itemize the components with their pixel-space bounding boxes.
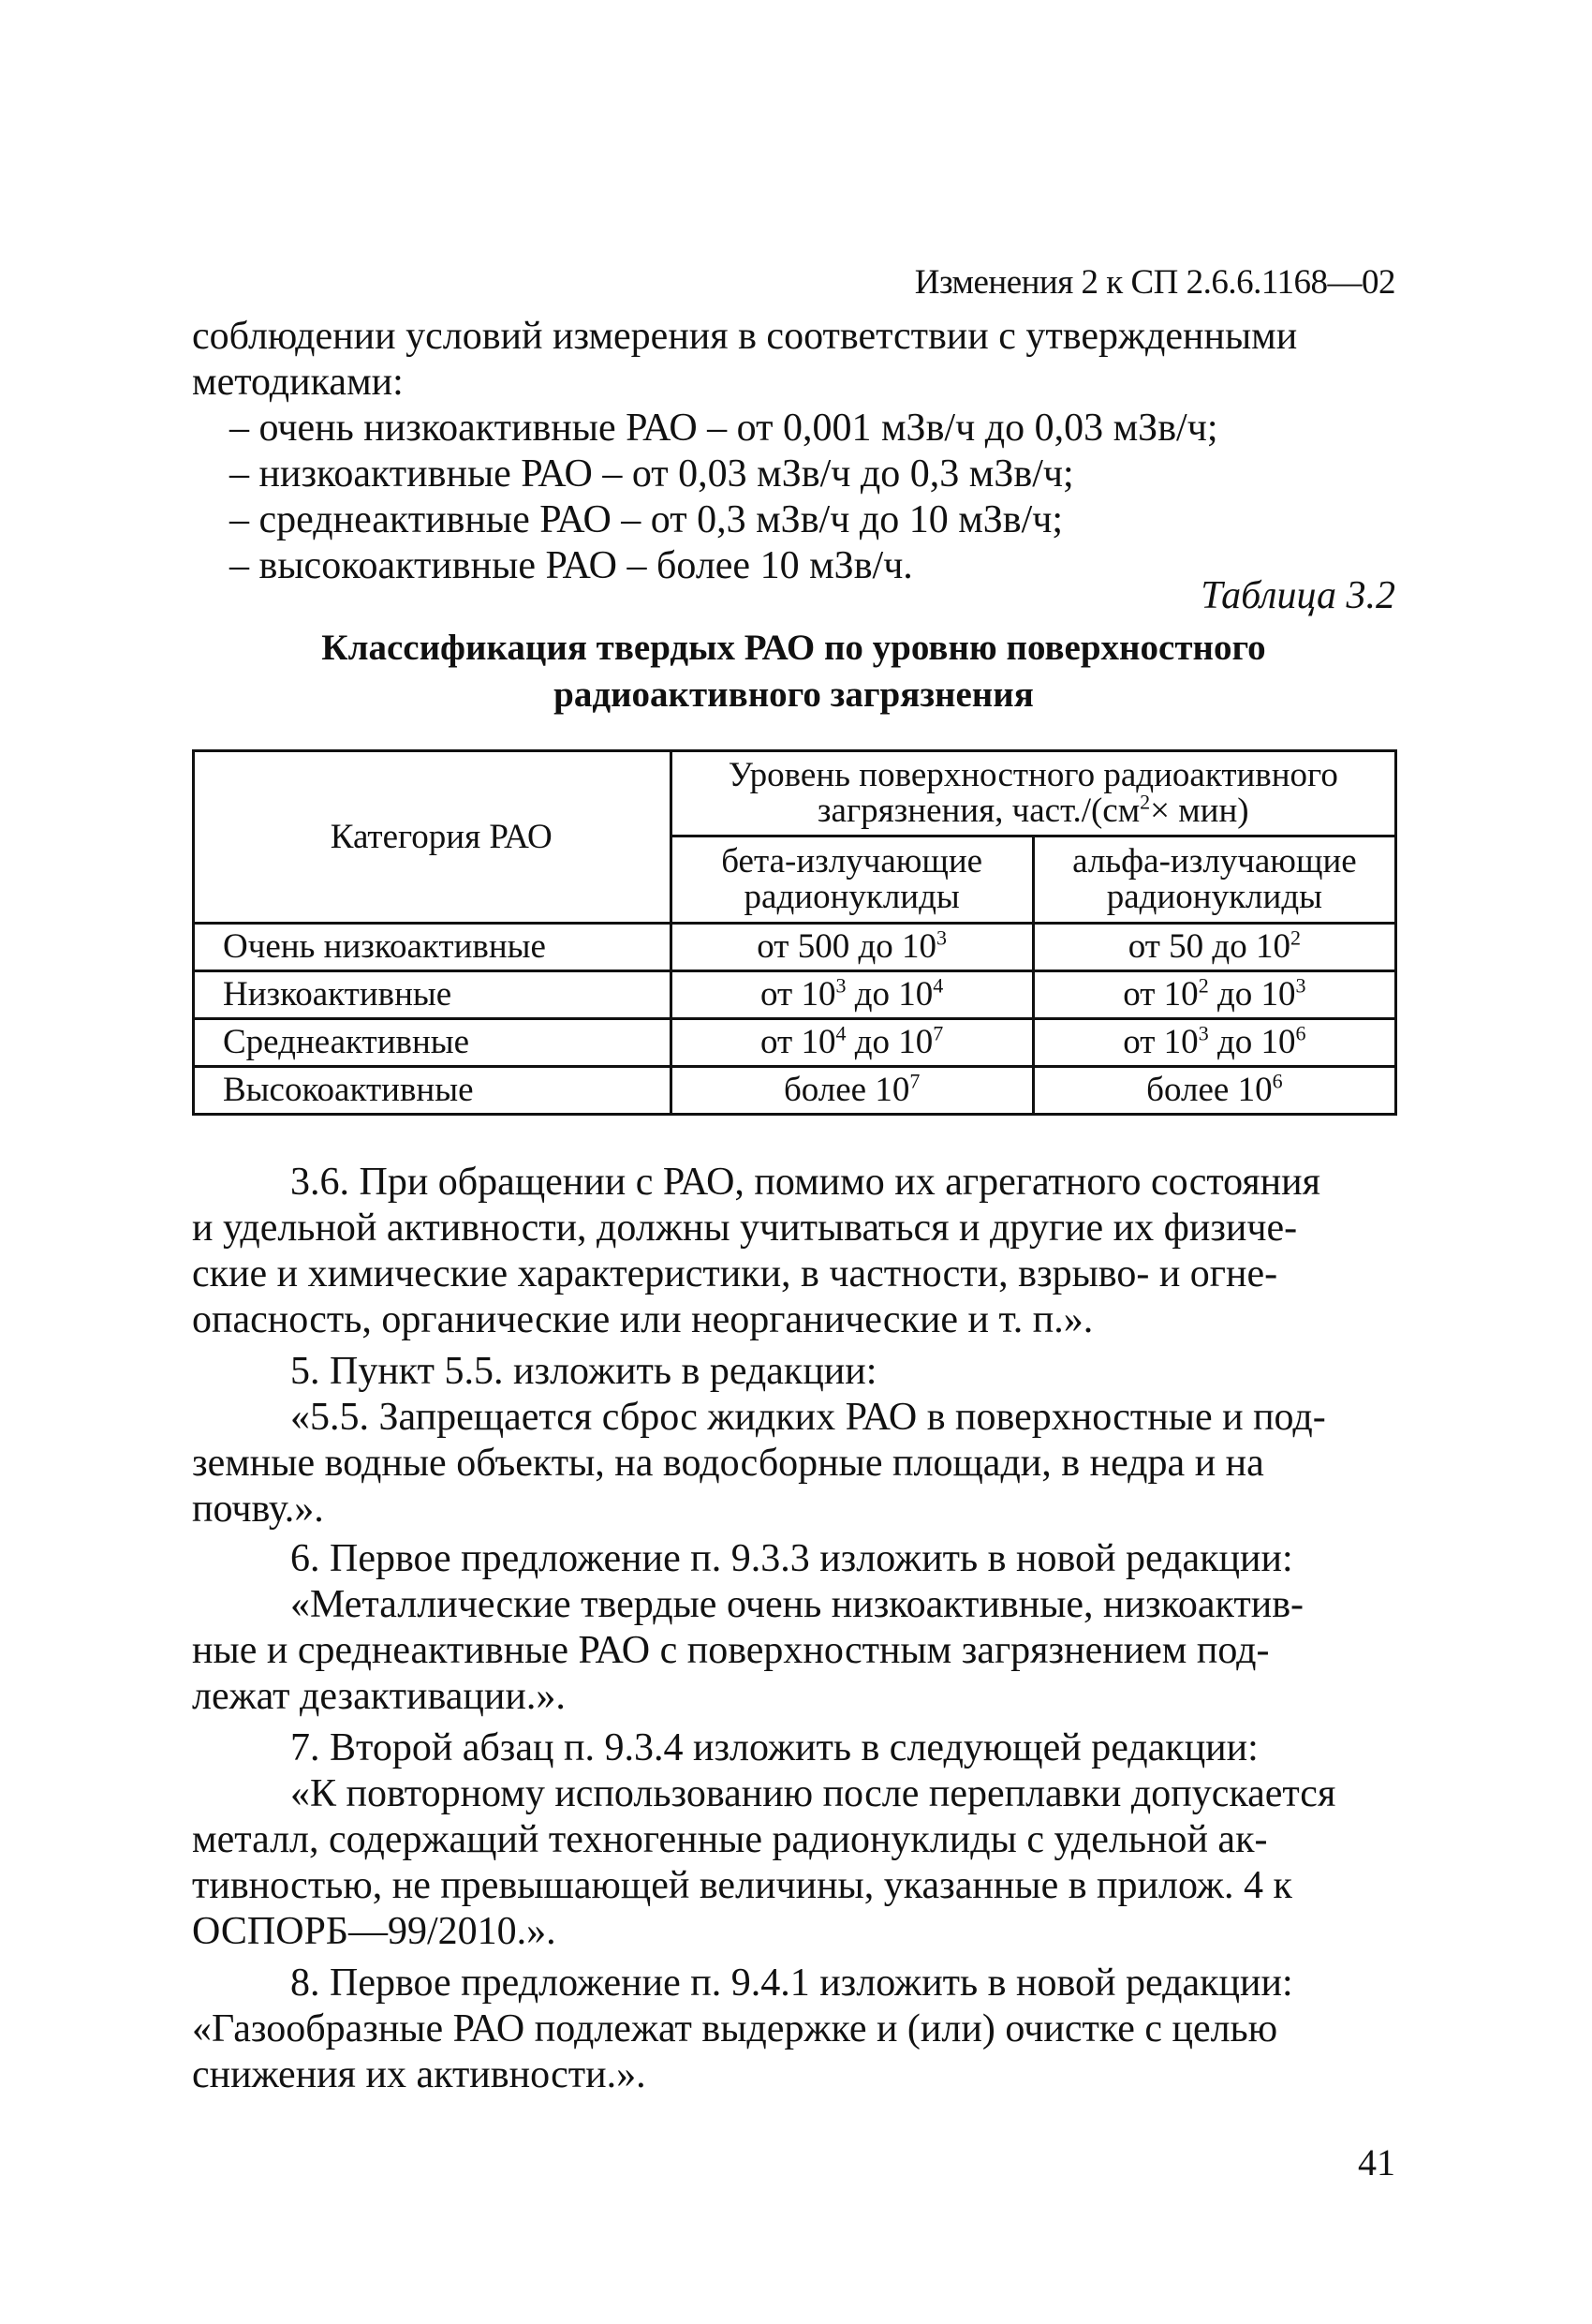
- table-title: [192, 625, 1395, 718]
- superscript: 6: [1295, 1021, 1306, 1045]
- superscript: 2: [1290, 925, 1302, 950]
- header-level-line: [682, 790, 1385, 830]
- paragraph-8: [192, 1961, 1395, 2098]
- header-beta-line: радионуклиды: [744, 878, 960, 916]
- category-cell: Очень низкоактивные: [194, 924, 671, 971]
- superscript: 2: [1198, 973, 1209, 998]
- cell-text: от 10: [760, 975, 836, 1014]
- text-line: «Газообразные РАО подлежат выдержке и (или) очистке с целью: [192, 2007, 1278, 2050]
- text-line: и удельной активности, должны учитываться и другие их физиче-: [192, 1206, 1298, 1250]
- header-beta-line: бета-излучающие: [721, 842, 983, 881]
- list-item: – низкоактивные РАО – от 0,03 мЗв/ч до 0,3 мЗв/ч;: [229, 452, 1074, 496]
- alpha-cell: [1033, 971, 1395, 1019]
- cell-text: от 10: [1123, 1023, 1199, 1061]
- header-alpha-line: радионуклиды: [1106, 878, 1323, 916]
- beta-cell: [671, 1067, 1033, 1115]
- text-line: лежат дезактивации.».: [192, 1675, 566, 1718]
- text-line: 8. Первое предложение п. 9.4.1 изложить в новой редакции:: [290, 1961, 1293, 2005]
- list-item: – высокоактивные РАО – более 10 мЗв/ч.: [229, 544, 913, 587]
- paragraph-3-6: [192, 1160, 1395, 1343]
- header-level-text: × мин): [1150, 792, 1249, 830]
- text-line: 3.6. При обращении с РАО, помимо их агрегатного состояния: [290, 1161, 1320, 1204]
- paragraph-6: [192, 1536, 1395, 1720]
- alpha-cell: [1033, 1067, 1395, 1115]
- category-cell: Высокоактивные: [194, 1067, 671, 1115]
- text-line: ОСПОРБ—99/2010.».: [192, 1910, 556, 1953]
- paragraph-5: [192, 1349, 1395, 1532]
- text-line: 7. Второй абзац п. 9.3.4 изложить в следующей редакции:: [290, 1726, 1259, 1769]
- alpha-cell: [1033, 924, 1395, 971]
- text-line: «К повторному использованию после переплавки допускается: [290, 1772, 1336, 1815]
- cell-text: от 10: [760, 1023, 836, 1061]
- text-line: металл, содержащий техногенные радионуклиды с удельной ак-: [192, 1818, 1268, 1861]
- cell-text: более 10: [783, 1071, 910, 1109]
- beta-cell: [671, 971, 1033, 1019]
- superscript: 3: [1198, 1021, 1209, 1045]
- cell-text: до 10: [846, 1023, 934, 1061]
- header-level-line: Уровень поверхностного радиоактивного: [728, 756, 1338, 794]
- intro-paragraph: [192, 314, 1395, 589]
- text-line: 6. Первое предложение п. 9.3.3 изложить в новой редакции:: [290, 1537, 1293, 1580]
- cell-text: от 500 до 10: [757, 927, 937, 966]
- text-line: «5.5. Запрещается сброс жидких РАО в поверхностные и под-: [290, 1396, 1326, 1439]
- table-title-line: радиоактивного загрязнения: [553, 674, 1034, 715]
- table-header-row: [194, 751, 1396, 836]
- superscript: 3: [1295, 973, 1306, 998]
- table-row: [194, 971, 1396, 1019]
- category-cell: Низкоактивные: [194, 971, 671, 1019]
- alpha-cell: [1033, 1019, 1395, 1067]
- table-row: [194, 924, 1396, 971]
- header-category: [194, 751, 671, 924]
- header-category-label: Категория РАО: [330, 817, 553, 856]
- header-level: [671, 751, 1395, 836]
- header-beta: [671, 836, 1033, 924]
- superscript: 6: [1272, 1069, 1283, 1093]
- table-row: [194, 1067, 1396, 1115]
- text-line: «Металлические твердые очень низкоактивные, низкоактив-: [290, 1583, 1305, 1626]
- text-line: почву.».: [192, 1488, 324, 1531]
- cell-text: от 50 до 10: [1128, 927, 1291, 966]
- category-cell: Среднеактивные: [194, 1019, 671, 1067]
- text-line: 5. Пункт 5.5. изложить в редакции:: [290, 1350, 877, 1393]
- superscript: 7: [909, 1069, 921, 1093]
- classification-table: [192, 749, 1397, 1116]
- running-header: Изменения 2 к СП 2.6.6.1168—02: [914, 263, 1395, 302]
- superscript: 3: [936, 925, 948, 950]
- beta-cell: [671, 1019, 1033, 1067]
- superscript: 2: [1140, 790, 1151, 814]
- table-label: Таблица 3.2: [1201, 574, 1395, 617]
- superscript: 4: [835, 1021, 847, 1045]
- table-body: [194, 924, 1396, 1115]
- text-line: земные водные объекты, на водосборные площади, в недра и на: [192, 1442, 1264, 1485]
- page-number: 41: [1358, 2141, 1395, 2183]
- header-level-text: загрязнения, част./(см: [817, 792, 1141, 830]
- beta-cell: [671, 924, 1033, 971]
- cell-text: более 10: [1146, 1071, 1273, 1109]
- table-title-line: Классификация твердых РАО по уровню поверхностного: [321, 628, 1266, 668]
- superscript: 3: [835, 973, 847, 998]
- list-item: – очень низкоактивные РАО – от 0,001 мЗв/ч до 0,03 мЗв/ч;: [229, 407, 1218, 450]
- text-line: тивностью, не превышающей величины, указанные в прилож. 4 к: [192, 1864, 1292, 1907]
- header-alpha-line: альфа-излучающие: [1072, 842, 1357, 881]
- list-item: – среднеактивные РАО – от 0,3 мЗв/ч до 10 мЗв/ч;: [229, 498, 1064, 541]
- text-line: ские и химические характеристики, в частности, взрыво- и огне-: [192, 1252, 1278, 1295]
- table-row: [194, 1019, 1396, 1067]
- cell-text: от 10: [1123, 975, 1199, 1014]
- text-line: методиками:: [192, 361, 404, 404]
- header-alpha: [1033, 836, 1395, 924]
- superscript: 4: [933, 973, 944, 998]
- cell-text: до 10: [1208, 1023, 1296, 1061]
- cell-text: до 10: [1208, 975, 1296, 1014]
- text-line: ные и среднеактивные РАО с поверхностным загрязнением под-: [192, 1629, 1270, 1672]
- text-line: опасность, органические или неорганические и т. п.».: [192, 1298, 1094, 1341]
- superscript: 7: [933, 1021, 944, 1045]
- text-line: соблюдении условий измерения в соответствии с утвержденными: [192, 315, 1298, 358]
- text-line: снижения их активности.».: [192, 2053, 646, 2096]
- paragraph-7: [192, 1725, 1395, 1955]
- cell-text: до 10: [846, 975, 934, 1014]
